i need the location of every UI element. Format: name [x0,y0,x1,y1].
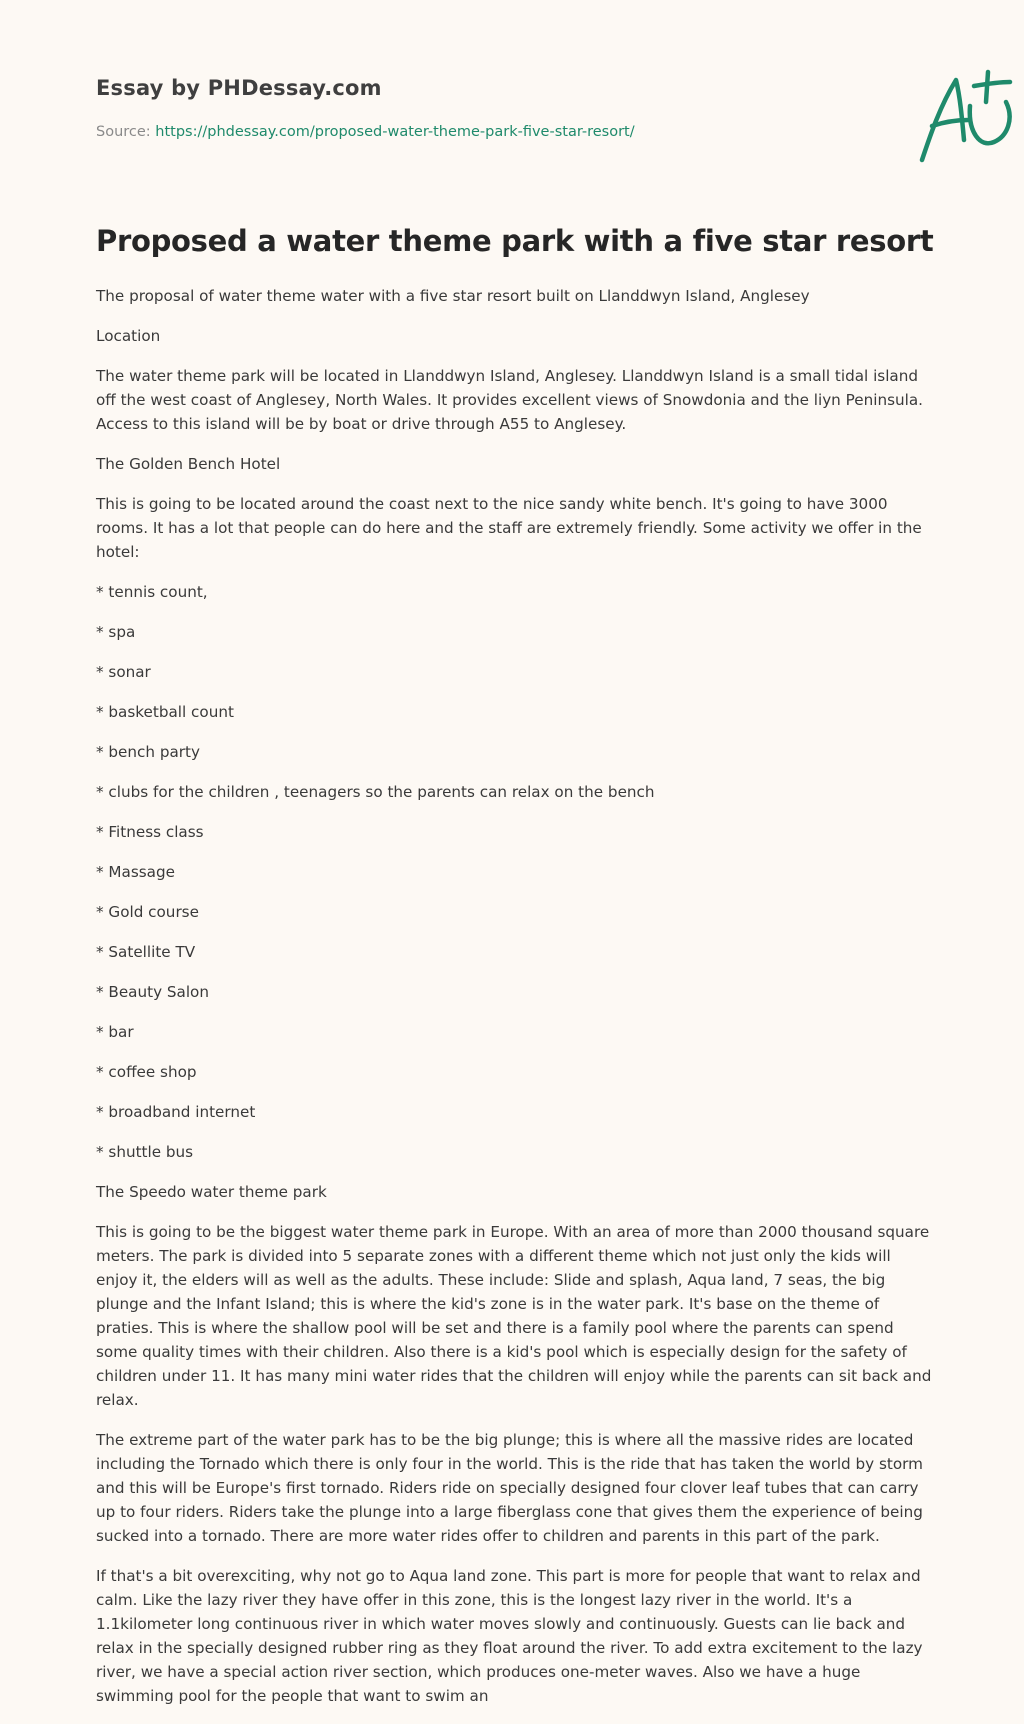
activity-item: * clubs for the children , teenagers so the parents can relax on the bench [96,783,655,801]
activity-item: * Massage [96,863,175,881]
essay-body [96,284,932,1724]
activity-item: * basketball count [96,703,234,721]
park-paragraph-3: If that's a bit overexciting, why not go to Aqua land zone. This part is more for people that want to relax and calm. Like the lazy river they have offer in this zone, this is the longest lazy river in the world. It's a 1.1kilometer long continuous river in which water moves slowly and continuously. Guests can lie back and relax in the specially designed rubber ring as they float around the river. To add extra excitement to the lazy river, we have a special action river section, which produces one-meter waves. Also we have a huge swimming pool for the people that want to swim an [96,1567,923,1705]
hotel-paragraph: This is going to be located around the coast next to the nice sandy white bench. It's going to have 3000 rooms. It has a lot that people can do here and the staff are extremely friendly. Some activity we offer in the hotel: [96,495,922,561]
location-heading: Location [96,327,161,345]
source-label: Source: [96,124,151,140]
activity-item: * broadband internet [96,1103,256,1121]
activity-item: * sonar [96,663,151,681]
a-plus-logo-icon [918,66,1022,166]
brand-title: Essay by PHDessay.com [96,76,382,100]
source-line [96,124,635,140]
location-paragraph: The water theme park will be located in Llanddwyn Island, Anglesey. Llanddwyn Island is a small tidal island off the west coast of Anglesey, North Wales. It provides excellent views of Snowdonia and the liyn Peninsula. Access to this island will be by boat or drive through A55 to Anglesey. [96,367,923,433]
activity-item: * spa [96,623,136,641]
park-paragraph-2: The extreme part of the water park has to be the big plunge; this is where all the massive rides are located including the Tornado which there is only four in the world. This is the ride that has taken the world by storm and this will be Europe's first tornado. Riders ride on specially designed four clover leaf tubes that can carry up to four riders. Riders take the plunge into a large fiberglass cone that gives them the experience of being sucked into a tornado. There are more water rides offer to children and parents in this part of the park. [96,1431,923,1545]
essay-title: Proposed a water theme park with a five star resort [96,224,934,258]
activity-item: * tennis count, [96,583,208,601]
activity-item: * Gold course [96,903,199,921]
hotel-heading: The Golden Bench Hotel [96,455,281,473]
essay-intro: The proposal of water theme water with a five star resort built on Llanddwyn Island, Anglesey [96,287,810,305]
activity-item: * coffee shop [96,1063,197,1081]
activity-item: * bar [96,1023,134,1041]
source-link[interactable]: https://phdessay.com/proposed-water-theme-park-five-star-resort/ [155,124,635,140]
park-heading: The Speedo water theme park [96,1183,327,1201]
activity-item: * Satellite TV [96,943,196,961]
activity-item: * bench party [96,743,200,761]
activity-item: * Fitness class [96,823,204,841]
activity-item: * shuttle bus [96,1143,194,1161]
park-paragraph-1: This is going to be the biggest water theme park in Europe. With an area of more than 2000 thousand square meters. The park is divided into 5 separate zones with a different theme which not just only the kids will enjoy it, the elders will as well as the adults. These include: Slide and splash, Aqua land, 7 seas, the big plunge and the Infant Island; this is where the kid's zone is in the water park. It's base on the theme of praties. This is where the shallow pool will be set and there is a family pool where the parents can spend some quality times with their children. Also there is a kid's pool which is especially design for the safety of children under 11. It has many mini water rides that the children will enjoy while the parents can sit back and relax. [96,1223,932,1409]
activity-item: * Beauty Salon [96,983,209,1001]
